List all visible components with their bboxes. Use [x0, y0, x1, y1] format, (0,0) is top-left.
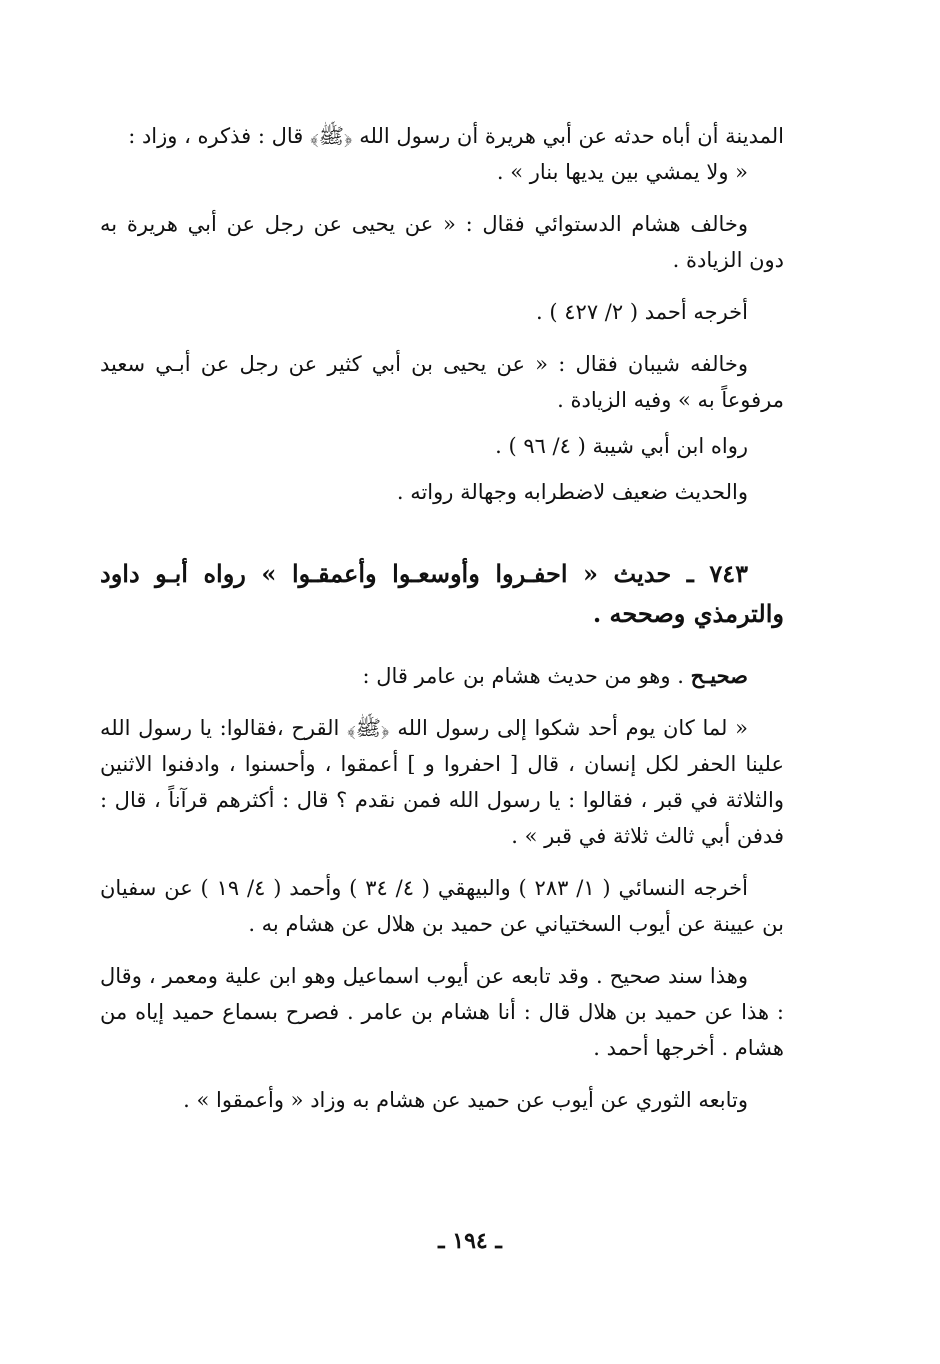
sahih-label: صحيـح [690, 663, 748, 688]
paragraph-hadith-text: « لما كان يوم أحد شكوا إلى رسول الله ﴿ﷺ﴾ القرح ،فقالوا: يا رسول الله علينا الحفر لكل إنسان ، قال [ احفروا و ] أعمقوا ، وأحسنوا ، وادفنوا الاثنين والثلاثة في قبر ، فقالوا : يا رسول الله فمن نقدم ؟ قال : أكثرهم قرآناً ، قال : فدفن أبي ثالث ثلاثة في قبر » . [100, 716, 784, 848]
paragraph-thawri: وتابعه الثوري عن أيوب عن حميد عن هشام به وزاد « وأعمقوا » . [183, 1088, 748, 1112]
paragraph-verdict: والحديث ضعيف لاضطرابه وجهالة رواته . [396, 480, 748, 504]
paragraph-shayban: وخالفه شيبان فقال : « عن يحيى بن أبي كثير عن رجل عن أبـي سعيد مرفوعاً به » وفيه الزيادة . [100, 352, 784, 412]
paragraph-madina: المدينة أن أباه حدثه عن أبي هريرة أن رسول الله ﴿ﷺ﴾ قال : فذكره ، وزاد : [128, 124, 784, 148]
page-number: ـ ١٩٤ ـ [438, 1228, 502, 1254]
paragraph-ahmad: أخرجه أحمد ( ٢/ ٤٢٧ ) . [536, 300, 748, 324]
hadith-number: ٧٤٣ [709, 559, 748, 588]
paragraph-sahih [100, 658, 784, 694]
paragraph-takhrij: أخرجه النسائي ( ١/ ٢٨٣ ) والبيهقي ( ٤/ ٣٤ ) وأحمد ( ٤/ ١٩ ) عن سفيان بن عيينة عن أيوب السختياني عن حميد بن هلال عن هشام به . [100, 876, 784, 936]
sahih-rest: . وهو من حديث هشام بن عامر قال : [362, 664, 684, 688]
page-body [100, 118, 784, 1118]
paragraph-ziyada: « ولا يمشي بين يديها بنار » . [496, 160, 748, 184]
paragraph-ibn-abi-shayba: رواه ابن أبي شيبة ( ٤/ ٩٦ ) . [495, 434, 748, 458]
paragraph-isnad: وهذا سند صحيح . وقد تابعه عن أيوب اسماعيل وهو ابن علية ومعمر ، وقال : هذا عن حميد بن هلال قال : أنا هشام بن عامر . فصرح بسماع حميد إياه من هشام . أخرجها أحمد . [100, 964, 784, 1060]
hadith-heading [100, 554, 784, 634]
paragraph-dastuwai: وخالف هشام الدستوائي فقال : « عن يحيى عن رجل عن أبي هريرة به دون الزيادة . [100, 212, 784, 272]
hadith-heading-text: ـ حديث « احفـروا وأوسعـوا وأعمقـوا » رواه أبـو داود والترمذي وصححه . [100, 559, 784, 628]
